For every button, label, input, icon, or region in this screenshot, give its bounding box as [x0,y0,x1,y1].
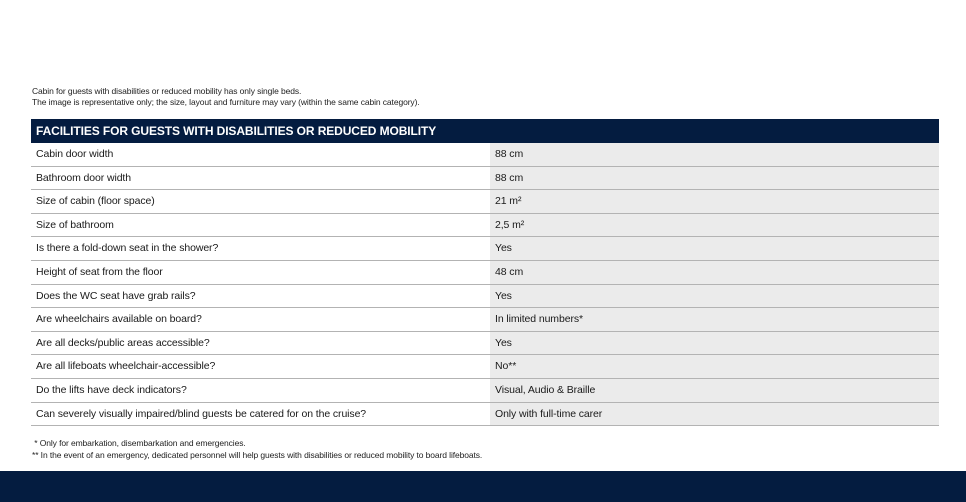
row-value: No** [490,355,939,378]
row-label: Are all decks/public areas accessible? [31,332,490,355]
table-row [31,379,939,403]
row-value: Only with full-time carer [490,403,939,426]
intro-line-representative-image: The image is representative only; the size, layout and furniture may vary (within the same cabin category). [32,97,420,107]
row-value: Yes [490,237,939,260]
row-label: Can severely visually impaired/blind guests be catered for on the cruise? [31,403,490,426]
footnotes [32,437,482,461]
footnote-wheelchairs: * Only for embarkation, disembarkation and emergencies. [32,438,246,448]
row-label: Are all lifeboats wheelchair-accessible? [31,355,490,378]
table-row [31,167,939,191]
row-label: Do the lifts have deck indicators? [31,379,490,402]
table-row [31,308,939,332]
table-row [31,285,939,309]
table-row [31,190,939,214]
row-value: 88 cm [490,143,939,166]
row-label: Is there a fold-down seat in the shower? [31,237,490,260]
row-value: 21 m² [490,190,939,213]
row-value: Yes [490,332,939,355]
facilities-table-title: FACILITIES FOR GUESTS WITH DISABILITIES OR REDUCED MOBILITY [31,119,939,143]
footnote-lifeboats: ** In the event of an emergency, dedicated personnel will help guests with disabilities or reduced mobility to board lifeboats. [32,450,483,460]
table-row [31,143,939,167]
table-row [31,332,939,356]
row-label: Size of bathroom [31,214,490,237]
row-value: Visual, Audio & Braille [490,379,939,402]
intro-text [32,86,420,108]
table-row [31,261,939,285]
row-label: Does the WC seat have grab rails? [31,285,490,308]
row-value: 48 cm [490,261,939,284]
row-label: Are wheelchairs available on board? [31,308,490,331]
table-row [31,403,939,427]
row-value: 88 cm [490,167,939,190]
row-value: Yes [490,285,939,308]
row-label: Size of cabin (floor space) [31,190,490,213]
table-row [31,237,939,261]
row-value: 2,5 m² [490,214,939,237]
row-label: Height of seat from the floor [31,261,490,284]
table-row [31,214,939,238]
row-label: Bathroom door width [31,167,490,190]
facilities-table-body [31,143,939,426]
intro-line-single-beds: Cabin for guests with disabilities or reduced mobility has only single beds. [32,86,302,96]
table-row [31,355,939,379]
facilities-table [31,119,939,426]
row-label: Cabin door width [31,143,490,166]
row-value: In limited numbers* [490,308,939,331]
footer-bar [0,471,966,502]
